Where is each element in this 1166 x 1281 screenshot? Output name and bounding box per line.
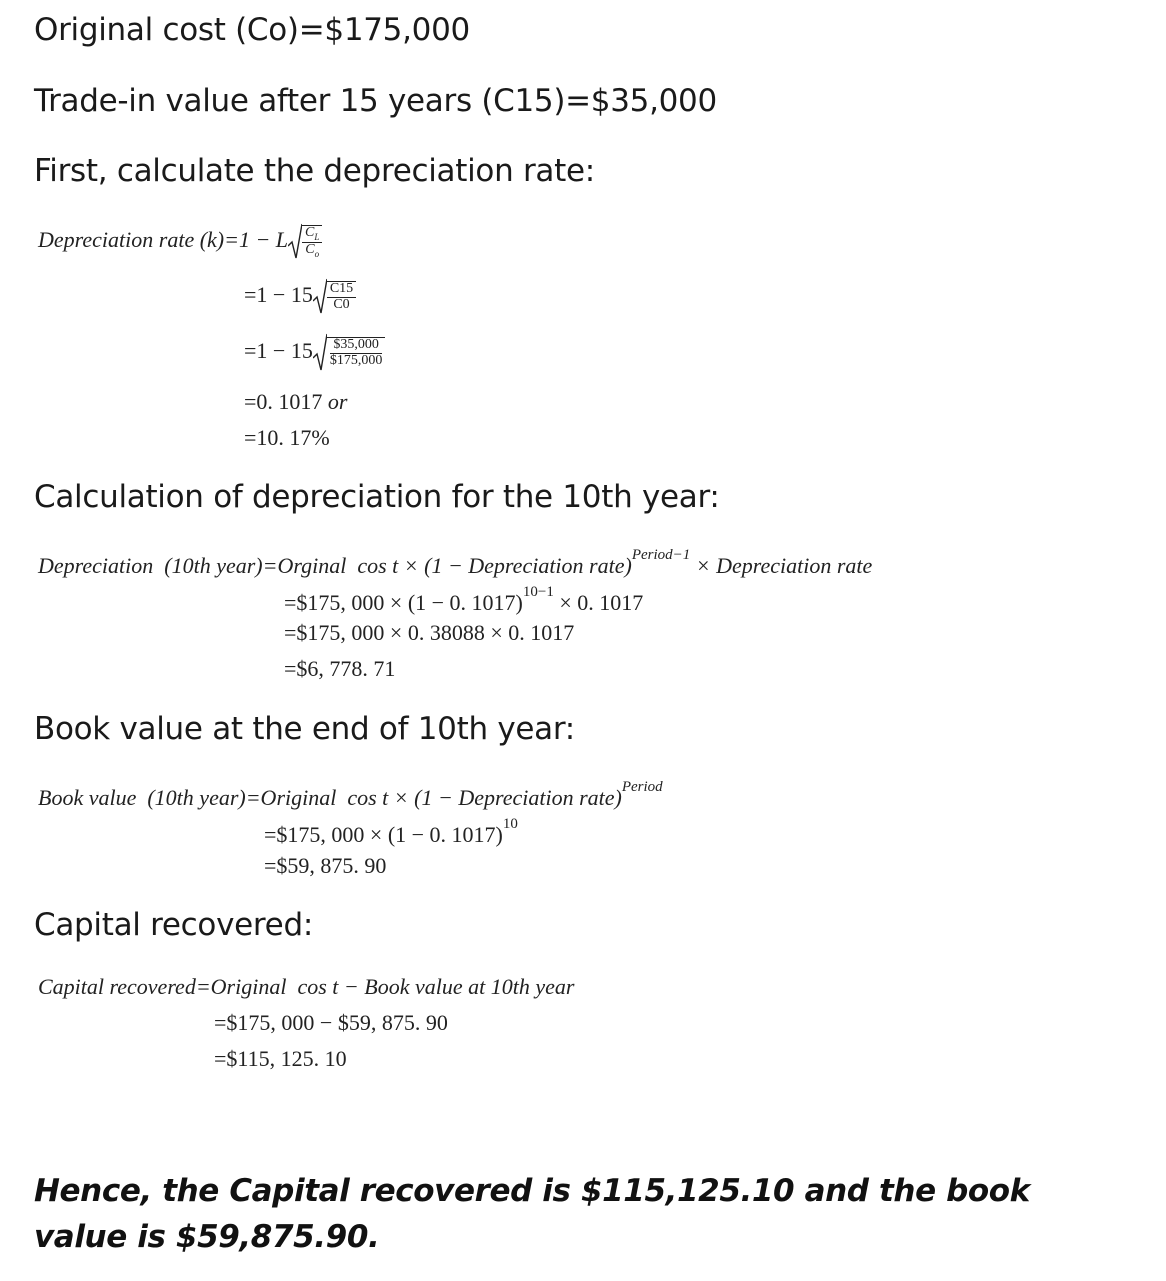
book-step-2: =$59, 875. 90: [264, 853, 387, 878]
rate-step-3: [244, 332, 385, 374]
fraction-c15-c0: $\frac{C15}{C0}$: [327, 281, 356, 312]
capital-heading: Capital recovered:: [34, 907, 313, 943]
book-heading: Book value at the end of 10th year:: [34, 711, 575, 747]
dep10-formula: Depreciation (10th year)=Orginal cos t × (1 − Depreciation rate)$^{Period-1}$ × Depreciation rate: [38, 547, 873, 578]
book-formula: Book value (10th year)=Original cos t × (1 − Depreciation rate)$^{Period}$: [38, 779, 663, 810]
capital-formula: Capital recovered=Original cos t − Book value at 10th year: [38, 974, 575, 999]
sqrt-symbol-2: [313, 277, 327, 317]
first-step-heading: First, calculate the depreciation rate:: [34, 153, 595, 189]
dep10-step-3: =$6, 778. 71: [284, 656, 396, 681]
rate-result-percent: =10. 17%: [244, 425, 330, 450]
rate-formula: [38, 222, 322, 262]
trade-in-line: Trade-in value after 15 years (C15)=$35,000: [34, 83, 717, 119]
sqrt-symbol-1: [288, 222, 302, 262]
fraction-35000-175000: $\frac{\$35,000}{\$175,000}$: [327, 337, 386, 368]
rate-step-3-prefix: =1 − 15: [244, 338, 313, 364]
rate-step-2-prefix: =1 − 15: [244, 282, 313, 308]
fraction-cl-co: $\frac{C_L}{C_o}$: [302, 225, 322, 259]
rate-step-2: [244, 277, 356, 317]
book-step-1: =$175, 000 × (1 − 0. 1017)$^{10}$: [264, 816, 518, 847]
sqrt-symbol-3: [313, 332, 327, 374]
conclusion-text: Hence, the Capital recovered is $115,125.10 and the book value is $59,875.90.: [34, 1173, 1030, 1255]
capital-step-1: =$175, 000 − $59, 875. 90: [214, 1010, 448, 1035]
rate-lhs: Depreciation rate (k)=1 − L: [38, 227, 289, 253]
rate-result-decimal: =0. 1017 or: [244, 389, 348, 414]
dep10-heading: Calculation of depreciation for the 10th year:: [34, 479, 720, 515]
capital-step-2: =$115, 125. 10: [214, 1046, 347, 1071]
original-cost-line: Original cost (Co)=$175,000: [34, 12, 470, 48]
dep10-step-2: =$175, 000 × 0. 38088 × 0. 1017: [284, 620, 575, 645]
dep10-step-1: =$175, 000 × (1 − 0. 1017)$^{10-1}$ × 0. 1017: [284, 584, 644, 615]
